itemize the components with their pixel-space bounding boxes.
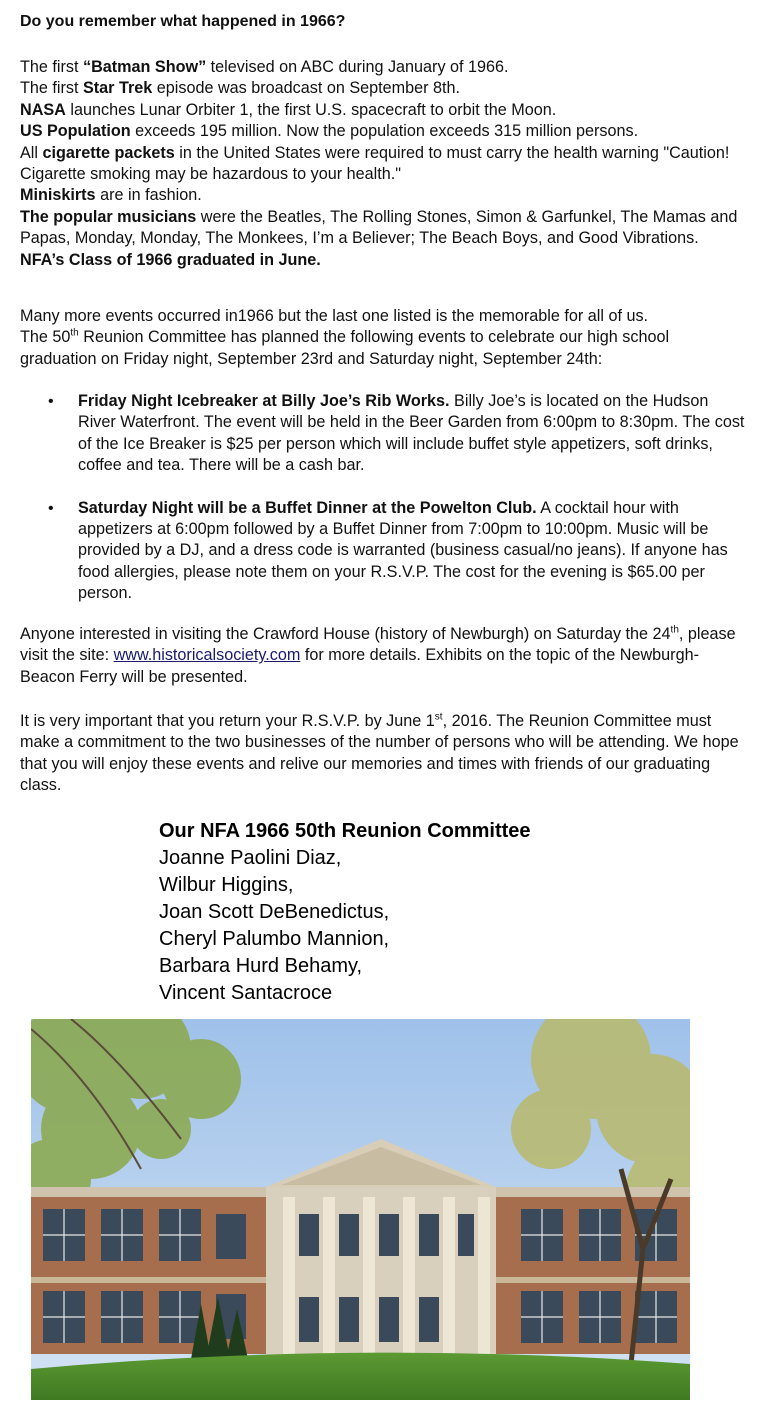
fact-item: The first Star Trek episode was broadcast on September 8th. (20, 79, 461, 98)
committee-member: Cheryl Palumbo Mannion, (159, 928, 390, 950)
events-list (48, 391, 748, 605)
event-item-friday: • Friday Night Icebreaker at Billy Joe’s Rib Works. Billy Joe’s is located on the Hudson River Waterfront. The event will be held in the Beer Garden from 6:00pm to 8:30pm. The cost of the Ice Breaker is $25 per person which will include buffet style appetizers, soft drinks, coffee and tea. There will be a cash bar. (48, 392, 745, 475)
event-item-saturday: • Saturday Night will be a Buffet Dinner at the Powelton Club. A cocktail hour with appetizers at 6:00pm followed by a Buffet Dinner from 7:00pm to 10:00pm. Music will be provided by a DJ, and a dress code is warranted (business casual/no jeans). If anyone has food allergies, please note them on your R.S.V.P. The cost for the evening is $65.00 per person. (48, 498, 728, 603)
fact-item: The popular musicians were the Beatles, The Rolling Stones, Simon & Garfunkel, The Mamas and Papas, Monday, Monday, The Monkees, I’m a Believer; The Beach Boys, and Good Vibrations. (20, 207, 738, 248)
historical-society-link[interactable]: www.historicalsociety.com (113, 646, 301, 665)
committee-member: Wilbur Higgins, (159, 874, 294, 896)
fact-item: US Population exceeds 195 million. Now the population exceeds 315 million persons. (20, 122, 639, 141)
committee-block (159, 818, 531, 1007)
fact-item: Miniskirts are in fashion. (20, 186, 202, 205)
fact-item: The first “Batman Show” televised on ABC during January of 1966. (20, 58, 509, 76)
fact-item: All cigarette packets in the United States were required to must carry the health warning "Caution! Cigarette smoking may be hazardous to your health." (20, 143, 730, 184)
committee-member: Barbara Hurd Behamy, (159, 955, 363, 977)
fact-item: NFA’s Class of 1966 graduated in June. (20, 250, 321, 269)
committee-member: Joan Scott DeBenedictus, (159, 901, 390, 923)
committee-member: Vincent Santacroce (159, 982, 333, 1004)
events-intro-paragraph: Many more events occurred in1966 but the last one listed is the memorable for all of us. The 50th Reunion Committee has planned the following events to celebrate our high school graduation on Friday night, September 23rd and Saturday night, September 24th: (20, 307, 670, 368)
fact-item: NASA launches Lunar Orbiter 1, the first U.S. spacecraft to orbit the Moon. (20, 100, 557, 119)
page-heading: Do you remember what happened in 1966? (20, 13, 346, 30)
rsvp-paragraph: It is very important that you return your R.S.V.P. by June 1st, 2016. The Reunion Committee must make a commitment to the two businesses of the number of persons who will be attending. We hope that you will enjoy these events and relive our memories and times with friends of our graduating class. (20, 711, 739, 795)
bullet-icon: • (48, 499, 54, 517)
crawford-house-paragraph: Anyone interested in visiting the Crawford House (history of Newburgh) on Saturday the 24th, please visit the site: www.historicalsociety.com for more details. Exhibits on the topic of the Newburgh-Beacon Ferry will be presented. (20, 624, 736, 686)
facts-list (20, 57, 750, 271)
school-building-photo (31, 1019, 690, 1400)
bullet-icon: • (48, 393, 54, 410)
committee-title: Our NFA 1966 50th Reunion Committee (159, 820, 531, 842)
committee-member: Joanne Paolini Diaz, (159, 847, 342, 869)
